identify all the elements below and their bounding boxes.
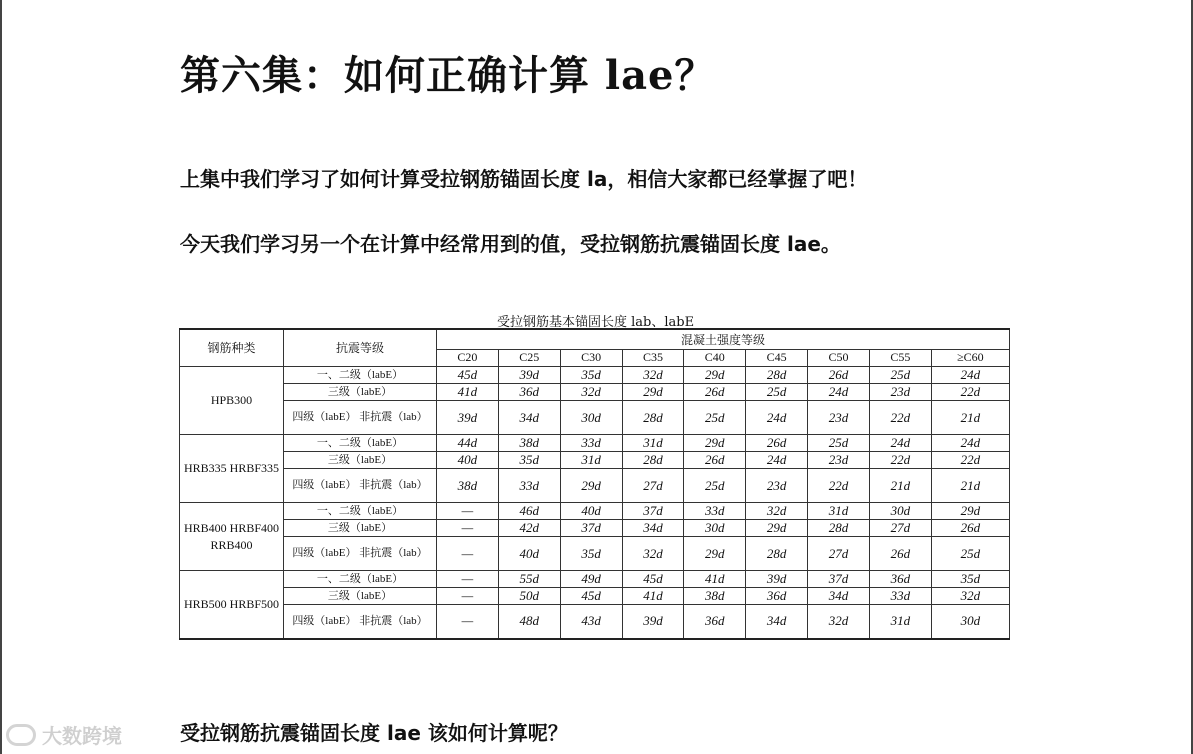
anchorage-value-cell: 28d [746,537,808,571]
left-frame-border [0,0,2,754]
anchorage-value-cell: 37d [560,520,622,537]
anchorage-value-cell: 21d [931,469,1009,503]
anchorage-value-cell: 31d [622,435,684,452]
anchorage-value-cell: 25d [746,384,808,401]
header-seismic-grade: 抗震等级 [284,329,437,367]
anchorage-value-cell: 21d [869,469,931,503]
anchorage-value-cell: 24d [931,435,1009,452]
anchorage-value-cell: 29d [684,367,746,384]
anchorage-value-cell: 38d [684,588,746,605]
anchorage-value-cell: 50d [498,588,560,605]
anchorage-value-cell: 35d [560,367,622,384]
anchorage-value-cell: 26d [869,537,931,571]
table-row [180,537,1010,571]
anchorage-value-cell: 32d [808,605,870,639]
seismic-grade-cell: 一、二级（labE） [284,571,437,588]
header-grade-cell: C20 [437,349,499,366]
anchorage-value-cell: 39d [498,367,560,384]
anchorage-value-cell: 36d [498,384,560,401]
anchorage-value-cell: 32d [622,537,684,571]
table-row [180,384,1010,401]
anchorage-value-cell: 28d [808,520,870,537]
anchorage-value-cell: 31d [808,503,870,520]
table-row [180,469,1010,503]
anchorage-value-cell: 24d [746,452,808,469]
anchorage-value-cell: 46d [498,503,560,520]
anchorage-value-cell: 25d [684,401,746,435]
header-grade-cell: C25 [498,349,560,366]
anchorage-value-cell: 39d [746,571,808,588]
anchorage-value-cell: 31d [560,452,622,469]
anchorage-value-cell: 29d [746,520,808,537]
watermark [6,720,122,749]
anchorage-value-cell: 40d [437,452,499,469]
anchorage-value-cell: 45d [560,588,622,605]
anchorage-value-cell: 43d [560,605,622,639]
anchorage-value-cell: 30d [869,503,931,520]
anchorage-value-cell: 33d [684,503,746,520]
anchorage-value-cell: 23d [808,452,870,469]
table-row [180,452,1010,469]
anchorage-value-cell: 39d [437,401,499,435]
seismic-grade-cell: 一、二级（labE） [284,435,437,452]
table-row [180,401,1010,435]
anchorage-value-cell: 26d [684,452,746,469]
anchorage-value-cell: 34d [808,588,870,605]
seismic-grade-cell: 三级（labE） [284,588,437,605]
anchorage-value-cell: 28d [746,367,808,384]
anchorage-value-cell: 29d [560,469,622,503]
anchorage-value-cell: 25d [931,537,1009,571]
anchorage-value-cell: 27d [622,469,684,503]
anchorage-value-cell: 36d [869,571,931,588]
table-row [180,367,1010,384]
table-row [180,588,1010,605]
anchorage-value-cell: 33d [560,435,622,452]
anchorage-value-cell: 36d [746,588,808,605]
header-grade-cell: C40 [684,349,746,366]
anchorage-value-cell: 23d [808,401,870,435]
topic-paragraph: 今天我们学习另一个在计算中经常用到的值，受拉钢筋抗震锚固长度 lae。 [180,232,841,256]
anchorage-value-cell: 35d [931,571,1009,588]
anchorage-value-cell: — [437,571,499,588]
header-concrete-grade: 混凝土强度等级 [437,329,1010,349]
anchorage-value-cell: 39d [622,605,684,639]
anchorage-value-cell: 35d [498,452,560,469]
anchorage-value-cell: 41d [684,571,746,588]
anchorage-value-cell: 26d [931,520,1009,537]
header-grade-cell: C55 [869,349,931,366]
table-row [180,435,1010,452]
slide-title: 第六集：如何正确计算 lae？ [180,52,716,99]
anchorage-value-cell: 24d [931,367,1009,384]
anchorage-value-cell: 32d [746,503,808,520]
anchorage-value-cell: 40d [560,503,622,520]
steel-type-cell: HRB500 HRBF500 [180,571,284,639]
anchorage-value-cell: — [437,520,499,537]
seismic-grade-cell: 一、二级（labE） [284,367,437,384]
seismic-grade-cell: 三级（labE） [284,520,437,537]
anchorage-value-cell: 22d [808,469,870,503]
anchorage-value-cell: 40d [498,537,560,571]
anchorage-value-cell: 32d [560,384,622,401]
anchorage-value-cell: 35d [560,537,622,571]
anchorage-value-cell: 22d [869,452,931,469]
anchorage-value-cell: — [437,588,499,605]
anchorage-value-cell: 34d [622,520,684,537]
anchorage-value-cell: 25d [808,435,870,452]
anchorage-length-table [179,328,1010,640]
anchorage-value-cell: 41d [437,384,499,401]
table-caption: 受拉钢筋基本锚固长度 lab、labE [497,315,695,330]
table-row [180,605,1010,639]
anchorage-value-cell: 41d [622,588,684,605]
seismic-grade-cell: 四级（labE） 非抗震（lab） [284,469,437,503]
anchorage-value-cell: 48d [498,605,560,639]
seismic-grade-cell: 四级（labE） 非抗震（lab） [284,605,437,639]
anchorage-value-cell: 34d [746,605,808,639]
header-grade-cell: ≥C60 [931,349,1009,366]
header-grade-cell: C45 [746,349,808,366]
anchorage-value-cell: 25d [684,469,746,503]
header-grade-cell: C35 [622,349,684,366]
anchorage-value-cell: 33d [869,588,931,605]
anchorage-value-cell: 45d [622,571,684,588]
anchorage-value-cell: 45d [437,367,499,384]
intro-paragraph: 上集中我们学习了如何计算受拉钢筋锚固长度 la，相信大家都已经掌握了吧！ [180,167,868,191]
watermark-logo-icon [6,724,36,746]
table-row [180,520,1010,537]
anchorage-value-cell: 24d [808,384,870,401]
anchorage-value-cell: 37d [808,571,870,588]
anchorage-value-cell: 22d [931,452,1009,469]
anchorage-value-cell: 36d [684,605,746,639]
seismic-grade-cell: 三级（labE） [284,384,437,401]
anchorage-value-cell: 27d [808,537,870,571]
anchorage-value-cell: 33d [498,469,560,503]
anchorage-value-cell: 32d [622,367,684,384]
seismic-grade-cell: 一、二级（labE） [284,503,437,520]
header-steel-type: 钢筋种类 [180,329,284,367]
anchorage-value-cell: 28d [622,401,684,435]
anchorage-value-cell: 22d [869,401,931,435]
header-grade-cell: C30 [560,349,622,366]
seismic-grade-cell: 四级（labE） 非抗震（lab） [284,401,437,435]
anchorage-value-cell: 29d [684,537,746,571]
steel-type-cell: HRB400 HRBF400 RRB400 [180,503,284,571]
header-grade-cell: C50 [808,349,870,366]
anchorage-value-cell: 29d [931,503,1009,520]
anchorage-value-cell: 27d [869,520,931,537]
watermark-text: 大数跨境 [42,724,122,748]
anchorage-value-cell: 37d [622,503,684,520]
anchorage-value-cell: 25d [869,367,931,384]
anchorage-value-cell: 28d [622,452,684,469]
anchorage-value-cell: 31d [869,605,931,639]
anchorage-value-cell: 49d [560,571,622,588]
anchorage-value-cell: 24d [746,401,808,435]
anchorage-value-cell: 23d [869,384,931,401]
anchorage-value-cell: — [437,605,499,639]
anchorage-value-cell: 21d [931,401,1009,435]
anchorage-value-cell: 26d [684,384,746,401]
table-row [180,571,1010,588]
anchorage-value-cell: 38d [437,469,499,503]
seismic-grade-cell: 四级（labE） 非抗震（lab） [284,537,437,571]
anchorage-value-cell: 26d [746,435,808,452]
table-row [180,503,1010,520]
anchorage-value-cell: 44d [437,435,499,452]
steel-type-cell: HRB335 HRBF335 [180,435,284,503]
anchorage-value-cell: 24d [869,435,931,452]
anchorage-value-cell: 30d [560,401,622,435]
anchorage-value-cell: 42d [498,520,560,537]
anchorage-value-cell: 23d [746,469,808,503]
anchorage-value-cell: 34d [498,401,560,435]
anchorage-value-cell: 30d [684,520,746,537]
anchorage-value-cell: 26d [808,367,870,384]
anchorage-value-cell: — [437,537,499,571]
anchorage-value-cell: 29d [684,435,746,452]
anchorage-value-cell: — [437,503,499,520]
anchorage-value-cell: 32d [931,588,1009,605]
anchorage-value-cell: 30d [931,605,1009,639]
anchorage-value-cell: 22d [931,384,1009,401]
anchorage-value-cell: 29d [622,384,684,401]
anchorage-value-cell: 38d [498,435,560,452]
question-paragraph: 受拉钢筋抗震锚固长度 lae 该如何计算呢？ [180,721,568,745]
anchorage-value-cell: 55d [498,571,560,588]
seismic-grade-cell: 三级（labE） [284,452,437,469]
steel-type-cell: HPB300 [180,367,284,435]
